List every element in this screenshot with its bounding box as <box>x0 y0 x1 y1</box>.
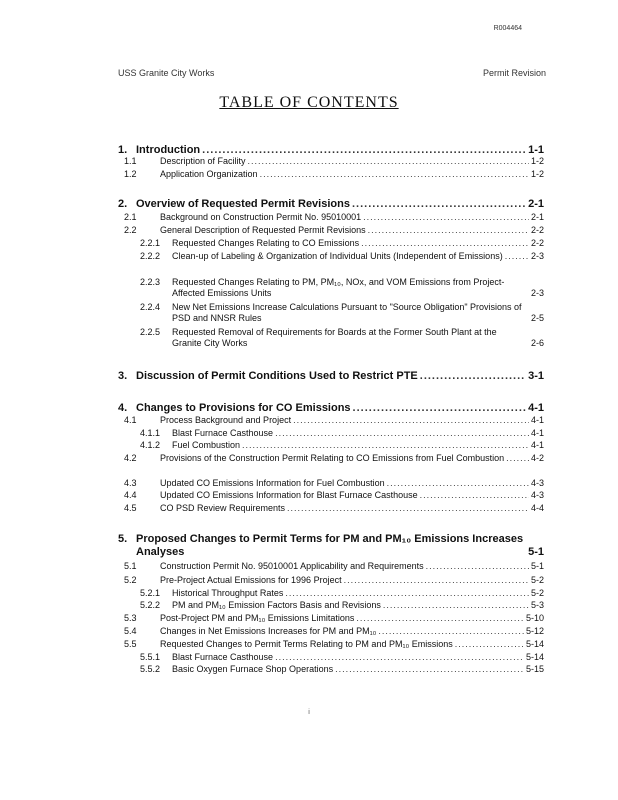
toc-entry-title: Updated CO Emissions Information for Blast Furnace Casthouse <box>160 490 418 500</box>
toc-entry-title: Background on Construction Permit No. 95010001 <box>160 212 362 222</box>
toc-entry-title: Clean-up of Labeling & Organization of Individual Units (Independent of Emissions) <box>172 251 503 261</box>
header-right: Permit Revision <box>482 68 546 78</box>
toc-leader-dots <box>275 652 524 663</box>
toc-leader-dots <box>378 626 524 637</box>
toc-entry-number: 5.4 <box>124 626 137 636</box>
toc-entry-title: Fuel Combustion <box>172 440 241 450</box>
toc-entry-title: Changes to Provisions for CO Emissions <box>136 402 351 414</box>
header-left: USS Granite City Works <box>118 68 215 78</box>
toc-entry-number: 4.4 <box>124 490 137 500</box>
toc-leader-dots <box>344 575 529 586</box>
toc-entry-page: 5-14 <box>525 652 544 662</box>
toc-leader-dots <box>352 198 526 211</box>
toc-leader-dots <box>353 402 527 415</box>
toc-entry-title: Overview of Requested Permit Revisions <box>136 198 350 210</box>
toc-entry-title: PM and PM₁₀ Emission Factors Basis and Revisions <box>172 600 381 610</box>
toc-entry-number: 2.2.4 <box>140 302 161 312</box>
toc-entry-page: 1-1 <box>528 144 544 156</box>
toc-entry-number: 5. <box>118 533 128 545</box>
toc-entry-title: Requested Changes to Permit Terms Relating to PM and PM₁₀ Emissions <box>160 639 453 649</box>
toc-leader-dots <box>275 428 529 439</box>
toc-entry-title: Pre-Project Actual Emissions for 1996 Project <box>160 575 342 585</box>
toc-leader-dots <box>420 490 529 501</box>
document-id: R004464 <box>493 25 522 32</box>
toc-entry-page: 4-3 <box>530 490 544 500</box>
toc-leader-dots <box>420 370 526 383</box>
toc-entry-number: 5.5 <box>124 639 137 649</box>
toc-entry-page: 2-1 <box>528 198 544 210</box>
toc-leader-dots <box>285 588 529 599</box>
toc-leader-dots <box>242 440 529 451</box>
toc-entry-number: 2.2 <box>124 225 137 235</box>
toc-entry-title: Process Background and Project <box>160 415 292 425</box>
toc-entry-page: 2-3 <box>530 251 544 261</box>
toc-entry-page: 5-15 <box>525 664 544 674</box>
toc-leader-dots <box>260 169 529 180</box>
toc-entry-page: 5-1 <box>530 561 544 571</box>
toc-entry-title: Discussion of Permit Conditions Used to Restrict PTE <box>136 370 418 382</box>
toc-leader-dots <box>383 600 529 611</box>
toc-entry-title: Application Organization <box>160 169 258 179</box>
toc-entry-number: 2.2.3 <box>140 277 161 287</box>
toc-leader-dots <box>505 251 529 262</box>
toc-entry-page: 2-6 <box>530 338 544 348</box>
toc-leader-dots <box>363 212 529 223</box>
toc-leader-dots <box>387 478 529 489</box>
toc-leader-dots <box>368 225 529 236</box>
toc-leader-dots <box>335 664 524 675</box>
toc-entry-number: 5.2.1 <box>140 588 161 598</box>
toc-entry-title: Requested Removal of Requirements for Boards at the Former South Plant at the Granite City Works <box>172 327 497 348</box>
toc-entry-number: 4.1.2 <box>140 440 161 450</box>
toc-entry-number: 4. <box>118 402 128 414</box>
toc-entry-title: Introduction <box>136 144 201 156</box>
toc-entry-number: 5.1 <box>124 561 137 571</box>
toc-entry-number: 5.2 <box>124 575 137 585</box>
toc-entry-page: 5-12 <box>525 626 544 636</box>
toc-entry-page: 4-1 <box>530 428 544 438</box>
toc-entry-page: 2-2 <box>530 238 544 248</box>
toc-entry-page: 2-3 <box>530 288 544 298</box>
toc-leader-dots <box>361 238 529 249</box>
toc-entry-number: 5.5.1 <box>140 652 161 662</box>
toc-entry-number: 1.2 <box>124 169 137 179</box>
toc-entry-number: 4.5 <box>124 503 137 513</box>
toc-entry-page: 4-1 <box>528 402 544 414</box>
toc-entry-number: 1.1 <box>124 156 137 166</box>
toc-entry-number: 4.2 <box>124 453 137 463</box>
toc-entry-page: 4-2 <box>530 453 544 463</box>
toc-entry-page: 4-1 <box>530 415 544 425</box>
toc-entry-page: 2-2 <box>530 225 544 235</box>
toc-entry-title: CO PSD Review Requirements <box>160 503 286 513</box>
toc-entry-page: 5-2 <box>530 588 544 598</box>
toc-entry-page: 5-14 <box>525 639 544 649</box>
toc-entry-page: 5-2 <box>530 575 544 585</box>
toc-entry-title: Basic Oxygen Furnace Shop Operations <box>172 664 334 674</box>
toc-entry-title: Changes in Net Emissions Increases for PM and PM₁₀ <box>160 626 377 636</box>
toc-leader-dots <box>455 639 524 650</box>
toc-entry-number: 5.2.2 <box>140 600 161 610</box>
toc-entry-number: 2.2.5 <box>140 327 161 337</box>
toc-entry-number: 3. <box>118 370 128 382</box>
toc-leader-dots <box>248 156 529 167</box>
toc-entry-title: Description of Facility <box>160 156 246 166</box>
toc-leader-dots <box>293 415 529 426</box>
toc-entry-number: 2.2.1 <box>140 238 161 248</box>
toc-leader-dots <box>287 503 529 514</box>
toc-entry-page: 5-10 <box>525 613 544 623</box>
toc-entry-page: 1-2 <box>530 169 544 179</box>
toc-entry-title: Blast Furnace Casthouse <box>172 652 274 662</box>
toc-leader-dots <box>426 561 529 572</box>
toc-entry-title: Historical Throughput Rates <box>172 588 284 598</box>
toc-entry-number: 2.2.2 <box>140 251 161 261</box>
toc-entry-title: Post-Project PM and PM₁₀ Emissions Limitations <box>160 613 355 623</box>
toc-leader-dots <box>356 613 524 624</box>
toc-entry-page: 1-2 <box>530 156 544 166</box>
toc-entry-number: 5.5.2 <box>140 664 161 674</box>
toc-entry-page: 3-1 <box>528 370 544 382</box>
toc-entry-number: 4.1.1 <box>140 428 161 438</box>
toc-entry-page: 5-3 <box>530 600 544 610</box>
toc-entry-title: Construction Permit No. 95010001 Applicability and Requirements <box>160 561 424 571</box>
toc-entry-page: 2-1 <box>530 212 544 222</box>
toc-entry-title: Provisions of the Construction Permit Relating to CO Emissions from Fuel Combustion <box>160 453 505 463</box>
toc-entry-title: New Net Emissions Increase Calculations Pursuant to "Source Obligation" Provisions of PSD and NNSR Rules <box>172 302 522 323</box>
toc-entry-number: 1. <box>118 144 128 156</box>
toc-entry-number: 2.1 <box>124 212 137 222</box>
toc-entry-title: Blast Furnace Casthouse <box>172 428 274 438</box>
toc-entry-number: 2. <box>118 198 128 210</box>
toc-entry-title: Requested Changes Relating to PM, PM₁₀, NOx, and VOM Emissions from Project-Affected Emissions Units <box>172 277 505 298</box>
page-number: i <box>308 709 310 716</box>
toc-entry-page: 4-4 <box>530 503 544 513</box>
toc-entry-page: 4-3 <box>530 478 544 488</box>
toc-entry-title: Proposed Changes to Permit Terms for PM and PM₁₀ Emissions Increases Analyses <box>136 533 524 558</box>
toc-entry-page: 4-1 <box>530 440 544 450</box>
toc-entry-number: 4.3 <box>124 478 137 488</box>
toc-leader-dots <box>506 453 529 464</box>
toc-entry-title: General Description of Requested Permit Revisions <box>160 225 366 235</box>
toc-entry-page: 5-1 <box>528 546 544 558</box>
toc-entry-number: 4.1 <box>124 415 137 425</box>
toc-entry-title: Requested Changes Relating to CO Emissions <box>172 238 360 248</box>
toc-entry-page: 2-5 <box>530 313 544 323</box>
toc-entry-title: Updated CO Emissions Information for Fuel Combustion <box>160 478 385 488</box>
page-title: TABLE OF CONTENTS <box>219 94 399 111</box>
toc-entry-number: 5.3 <box>124 613 137 623</box>
